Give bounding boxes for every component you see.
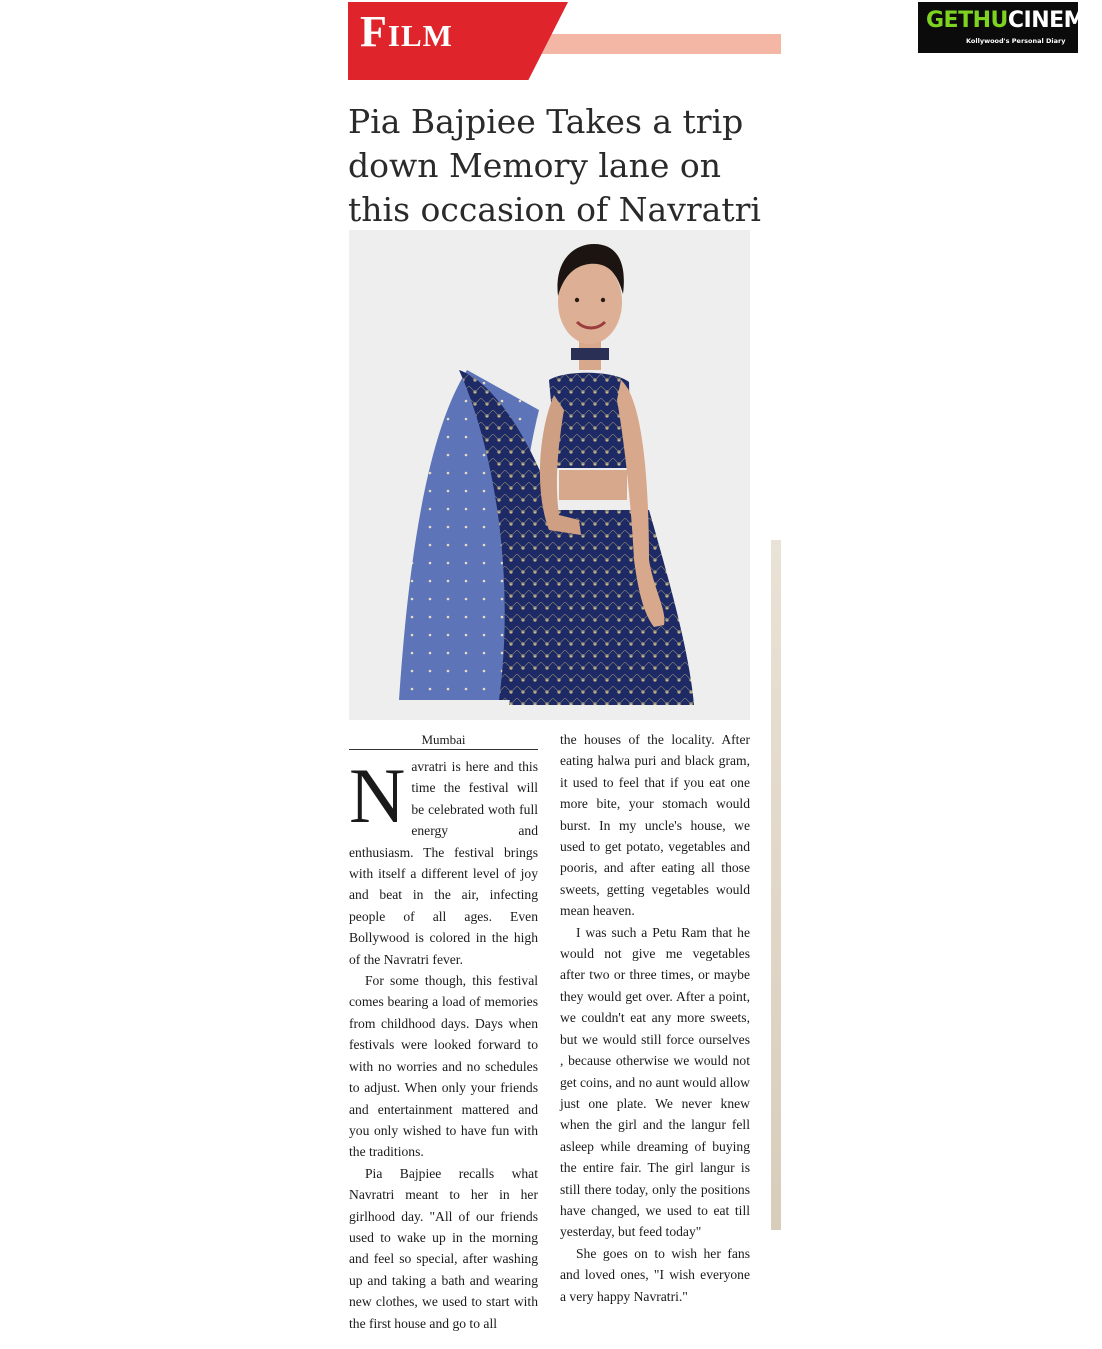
paragraph: I was such a Petu Ram that he would not give me vegetables after two or three times, or maybe they would get over. After a point, we couldn't eat any more sweets, but we would still force ourselves , because otherwise we would not get coins, and no aunt would allow just one plate. We never knew when the girl and the langur fell asleep while dreaming of buying the entire fair. The girl langur is still there today, only the positions have changed, we used to eat till yesterday, but feed today" [560,924,750,1240]
adjacent-page-edge [771,540,781,1230]
dateline: Mumbai [349,732,538,750]
watermark-logo [918,2,1102,53]
paragraph-intro [349,752,538,970]
section-label: Film [360,7,453,56]
watermark-tagline: Kollywood's Personal Diary [966,37,1066,45]
article-column-left [349,752,538,1334]
paragraph: the houses of the locality. After eating halwa puri and black gram, it used to feel that if you eat one more bite, your stomach would burst. In my uncle's house, we used to get potato, vegetables and pooris, and after eating all those sweets, getting vegetables would mean heaven. [560,732,750,919]
paragraph-text: avratri is here and this time the festival will be celebrated woth full energy and enthusiasm. The festival brings with itself a different level of joy and beat in the air, infecting people of all ages. Even Bollywood is colored in the high of the Navratri fever. [349,759,538,967]
drop-cap: N [349,752,406,839]
article-photo [349,230,750,720]
article-column-right [560,729,750,1307]
headline: Pia Bajpiee Takes a trip down Memory lane on this occasion of Navratri [348,102,761,229]
paragraph: For some though, this festival comes bearing a load of memories from childhood days. Days when festivals were looked forward to with no worries and no schedules to adjust. When only your friends and entertainment mattered and you only wished to have fun with the traditions. [349,973,538,1160]
woman-in-lehenga-illustration [349,230,750,720]
watermark-wordmark: GETHUCINEMA [926,8,1102,33]
paragraph: She goes on to wish her fans and loved ones, "I wish everyone a very happy Navratri." [560,1245,750,1304]
paragraph: Pia Bajpiee recalls what Navratri meant to her in her girlhood day. "All of our friends used to wake up in the morning and feel so special, after washing up and taking a bath and wearing new clothes, we used to start with the first house and go to all [349,1165,538,1331]
